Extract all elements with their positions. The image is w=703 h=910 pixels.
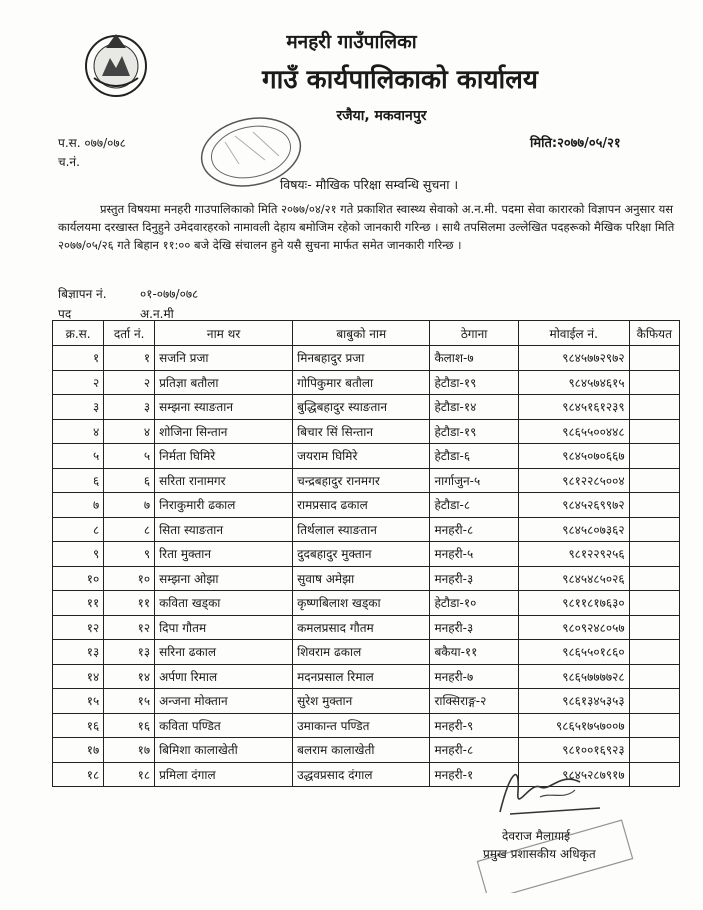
cell-address: मनहरी-१	[430, 762, 518, 787]
cell-registration: ४	[104, 419, 155, 444]
cell-mobile: ९८१००१६९२३	[518, 738, 629, 763]
cell-remarks	[629, 444, 679, 469]
header-registration: दर्ता नं.	[104, 321, 155, 346]
table-row	[53, 517, 680, 542]
cell-remarks	[629, 542, 679, 567]
table-row	[53, 566, 680, 591]
cell-address: मनहरी-८	[430, 517, 518, 542]
cell-name: सिता स्याङतान	[155, 517, 293, 542]
cell-registration: ९	[104, 542, 155, 567]
table-row	[53, 664, 680, 689]
cell-mobile: ९८६५७७७७२८	[518, 664, 629, 689]
cell-name: निर्मता घिमिरे	[155, 444, 293, 469]
cell-address: मनहरी-७	[430, 664, 518, 689]
cell-address: मनहरी-८	[430, 738, 518, 763]
cell-registration: १	[104, 346, 155, 371]
cell-serial: ४	[53, 419, 104, 444]
office-name: गाउँ कार्यपालिकाको कार्यालय	[262, 65, 538, 95]
signatory-name: देवराज मैलागाई	[502, 829, 570, 843]
cell-mobile: ९८०९२४८०५७	[518, 615, 629, 640]
ad-number-value: ०१-०७७/०७८	[140, 287, 199, 301]
table-row	[53, 419, 680, 444]
cell-registration: ११	[104, 591, 155, 616]
cell-name: अन्जना मोक्तान	[155, 689, 293, 714]
cell-father-name: रामप्रसाद ढकाल	[293, 493, 430, 518]
cell-address: हेटौडा-१९	[430, 370, 518, 395]
cell-remarks	[629, 640, 679, 665]
cell-name: कविता पण्डित	[155, 713, 293, 738]
cell-address: हेटौडा-८	[430, 493, 518, 518]
cell-name: प्रमिला दंगाल	[155, 762, 293, 787]
cell-address: राक्सिराङ्ग-२	[430, 689, 518, 714]
cell-address: नार्गाजुन-५	[430, 468, 518, 493]
cell-father-name: बुद्धिबहादुर स्याङतान	[293, 395, 430, 420]
cell-serial: १६	[53, 713, 104, 738]
cell-father-name: कमलप्रसाद गौतम	[293, 615, 430, 640]
post-value: अ.न.मी	[140, 307, 174, 321]
table-row	[53, 542, 680, 567]
cell-name: सम्झना ओझा	[155, 566, 293, 591]
cell-name: सरिना ढकाल	[155, 640, 293, 665]
table-row	[53, 689, 680, 714]
cell-father-name: दुदबहादुर मुक्तान	[293, 542, 430, 567]
cell-mobile: ९८४५२६९९७२	[518, 493, 629, 518]
table-row	[53, 591, 680, 616]
cell-registration: ८	[104, 517, 155, 542]
table-row	[53, 640, 680, 665]
signatory-title: प्रमुख प्रशासकीय अधिकृत	[483, 847, 596, 861]
header-serial: क्र.स.	[53, 321, 104, 346]
cell-address: हेटौडा-१०	[430, 591, 518, 616]
header-father-name: बाबुको नाम	[293, 321, 430, 346]
cell-mobile: ९८६५५००४४८	[518, 419, 629, 444]
table-row	[53, 493, 680, 518]
table-row	[53, 395, 680, 420]
document-date: मिति:२०७७/०५/२१	[530, 136, 621, 151]
header-mobile: मोवाईल नं.	[518, 321, 629, 346]
table-row	[53, 346, 680, 371]
cell-remarks	[629, 615, 679, 640]
cell-address: हेटौडा-६	[430, 444, 518, 469]
cell-mobile: ९८४५७७२९७२	[518, 346, 629, 371]
cell-serial: २	[53, 370, 104, 395]
cell-address: मनहरी-३	[430, 615, 518, 640]
cell-address: हेटौडा-१९	[430, 419, 518, 444]
header-address: ठेगाना	[430, 321, 518, 346]
cell-mobile: ९८४५४८५०२६	[518, 566, 629, 591]
cell-father-name: शिवराम ढकाल	[293, 640, 430, 665]
ad-number-label: बिज्ञापन नं.	[58, 287, 107, 301]
table-header-row	[53, 321, 680, 346]
notice-body: प्रस्तुत विषयमा मनहरी गाउपालिकाको मिति २०७७/०४/२१ गते प्रकाशित स्वास्थ्य सेवाको अ.न.मी. पदमा सेवा कारारको विज्ञापन अनुसार यस कार्यलयमा दरखास्त दिनुहुने उमेदवारहरको नामावली देहाय बमोजिम रहेको जानकारी गरिन्छ । साथै तपसिलमा उल्लेखित पदहरूको मैखिक परिक्षा मिति २०७७/०५/२६ गते बिहान ११:०० बजे देखि संचालन हुने यसै सुचना मार्फत समेत जानकारी गरिन्छ ।	[58, 202, 675, 252]
cell-name: दिपा गौतम	[155, 615, 293, 640]
cell-serial: ९	[53, 542, 104, 567]
cell-father-name: सुरेश मुक्तान	[293, 689, 430, 714]
cell-name: निराकुमारी ढकाल	[155, 493, 293, 518]
cell-serial: १२	[53, 615, 104, 640]
cell-registration: २	[104, 370, 155, 395]
signature-mark	[470, 752, 620, 827]
cell-registration: ६	[104, 468, 155, 493]
dispatch-number: च.नं.	[58, 155, 80, 169]
cell-remarks	[629, 689, 679, 714]
cell-serial: ५	[53, 444, 104, 469]
cell-remarks	[629, 517, 679, 542]
table-row	[53, 444, 680, 469]
cell-mobile: ९८४५१६१२३९	[518, 395, 629, 420]
cell-name: शोजिना सिन्तान	[155, 419, 293, 444]
candidate-table	[52, 320, 680, 787]
cell-address: मनहरी-५	[430, 542, 518, 567]
cell-remarks	[629, 493, 679, 518]
cell-father-name: उमाकान्त पण्डित	[293, 713, 430, 738]
cell-remarks	[629, 346, 679, 371]
cell-name: कविता खड्का	[155, 591, 293, 616]
cell-name: रिता मुक्तान	[155, 542, 293, 567]
cell-name: अर्पणा रिमाल	[155, 664, 293, 689]
cell-father-name: जयराम घिमिरे	[293, 444, 430, 469]
cell-serial: ७	[53, 493, 104, 518]
cell-registration: १८	[104, 762, 155, 787]
cell-address: मनहरी-९	[430, 713, 518, 738]
cell-serial: १४	[53, 664, 104, 689]
cell-address: मनहरी-३	[430, 566, 518, 591]
cell-serial: १५	[53, 689, 104, 714]
subject-line: विषयः- मौखिक परिक्षा सम्वन्धि सुचना ।	[280, 177, 459, 192]
cell-remarks	[629, 664, 679, 689]
cell-mobile: ९८४५०७०६६७	[518, 444, 629, 469]
cell-registration: ५	[104, 444, 155, 469]
cell-remarks	[629, 762, 679, 787]
cell-address: बकैया-११	[430, 640, 518, 665]
cell-registration: १२	[104, 615, 155, 640]
cell-remarks	[629, 566, 679, 591]
cell-address: हेटौडा-१४	[430, 395, 518, 420]
cell-serial: १८	[53, 762, 104, 787]
cell-mobile: ९८११८१७६३०	[518, 591, 629, 616]
cell-mobile: ९८४५२८७९१७	[518, 762, 629, 787]
cell-name: सम्झना स्याङतान	[155, 395, 293, 420]
cell-registration: १६	[104, 713, 155, 738]
cell-mobile: ९८१२२८५००४	[518, 468, 629, 493]
header-name: नाम थर	[155, 321, 293, 346]
cell-mobile: ९८१२२९२५६	[518, 542, 629, 567]
cell-remarks	[629, 395, 679, 420]
cell-father-name: तिर्थलाल स्याङतान	[293, 517, 430, 542]
cell-remarks	[629, 738, 679, 763]
cell-registration: १३	[104, 640, 155, 665]
post-label: पद	[58, 307, 72, 321]
cell-registration: १०	[104, 566, 155, 591]
cell-father-name: उद्धवप्रसाद दंगाल	[293, 762, 430, 787]
cell-mobile: ९८६५१७५७००७	[518, 713, 629, 738]
cell-serial: १०	[53, 566, 104, 591]
cell-remarks	[629, 370, 679, 395]
cell-father-name: चन्द्रबहादुर रानमगर	[293, 468, 430, 493]
cell-name: प्रतिज्ञा बतौला	[155, 370, 293, 395]
table-row	[53, 468, 680, 493]
cell-serial: १७	[53, 738, 104, 763]
cell-serial: ८	[53, 517, 104, 542]
cell-father-name: बलराम कालाखेती	[293, 738, 430, 763]
cell-remarks	[629, 419, 679, 444]
cell-father-name: कृष्णबिलाश खड्का	[293, 591, 430, 616]
cell-father-name: गोपिकुमार बतौला	[293, 370, 430, 395]
cell-father-name: सुवाष अमेझा	[293, 566, 430, 591]
cell-serial: ६	[53, 468, 104, 493]
cell-serial: ११	[53, 591, 104, 616]
cell-father-name: मिनबहादुर प्रजा	[293, 346, 430, 371]
cell-mobile: ९८६१३४५३५३	[518, 689, 629, 714]
cell-remarks	[629, 713, 679, 738]
cell-mobile: ९८६५५०१८६०	[518, 640, 629, 665]
cell-mobile: ९८४५८०७३६२	[518, 517, 629, 542]
municipality-name: मनहरी गाउँपालिका	[286, 31, 417, 53]
cell-remarks	[629, 468, 679, 493]
cell-address: कैलाश-७	[430, 346, 518, 371]
table-row	[53, 713, 680, 738]
cell-serial: १३	[53, 640, 104, 665]
cell-remarks	[629, 591, 679, 616]
header-remarks: कैफियत	[629, 321, 679, 346]
cell-father-name: मदनप्रसाल रिमाल	[293, 664, 430, 689]
table-row	[53, 370, 680, 395]
cell-father-name: बिचार सिं सिन्तान	[293, 419, 430, 444]
cell-serial: ३	[53, 395, 104, 420]
cell-registration: ३	[104, 395, 155, 420]
cell-registration: १४	[104, 664, 155, 689]
cell-registration: १७	[104, 738, 155, 763]
cell-name: बिमिशा कालाखेती	[155, 738, 293, 763]
reference-number: प.स. ०७७/०७८	[58, 136, 126, 150]
cell-name: सजनि प्रजा	[155, 346, 293, 371]
cell-registration: १५	[104, 689, 155, 714]
cell-registration: ७	[104, 493, 155, 518]
table-row	[53, 615, 680, 640]
cell-mobile: ९८४५७४६१५	[518, 370, 629, 395]
office-address: रजैया, मकवानपुर	[336, 108, 427, 124]
cell-name: सरिता रानामगर	[155, 468, 293, 493]
cell-serial: १	[53, 346, 104, 371]
